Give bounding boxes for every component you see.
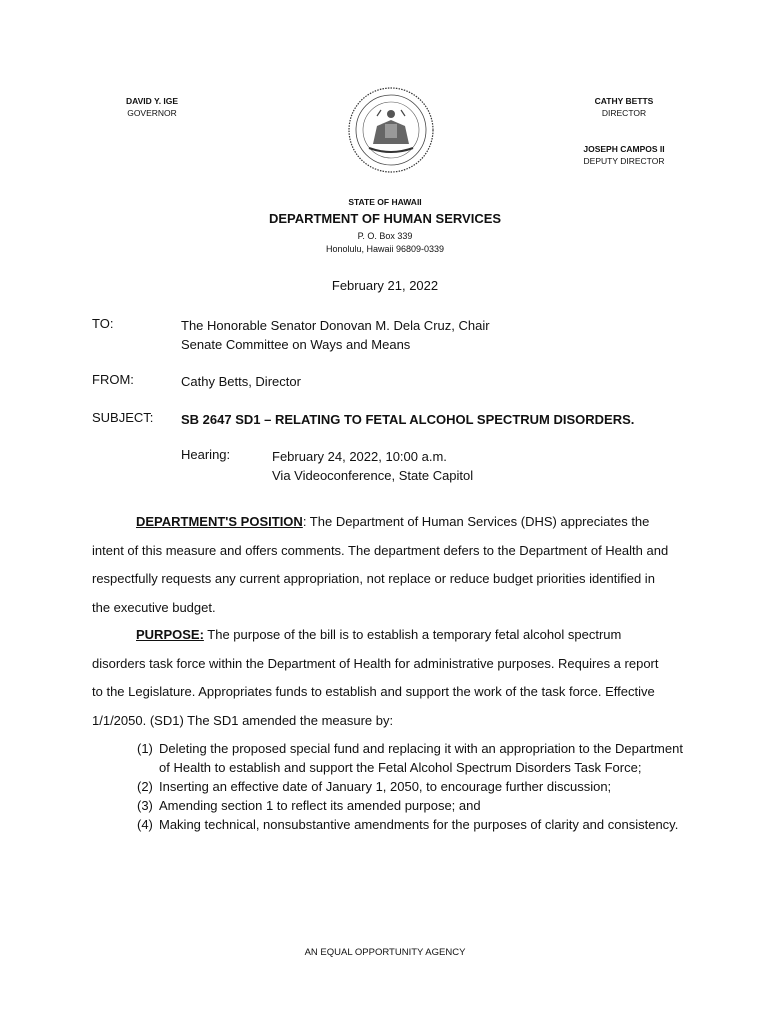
list-item [137, 777, 697, 796]
hearing-line-1: February 24, 2022, 10:00 a.m. [272, 449, 447, 464]
to-label: TO: [92, 316, 114, 331]
subject-value: SB 2647 SD1 – RELATING TO FETAL ALCOHOL SPECTRUM DISORDERS. [181, 412, 635, 427]
list-item-number: (3) [137, 798, 153, 813]
list-item [137, 739, 697, 777]
list-item-text: Deleting the proposed special fund and replacing it with an appropriation to the Department of Health to establish and support the Fetal Alcohol Spectrum Disorders Task Force; [159, 741, 683, 775]
department-name: DEPARTMENT OF HUMAN SERVICES [268, 211, 502, 226]
director-title: DIRECTOR [601, 108, 647, 118]
list-item [137, 815, 697, 834]
position-text: : The Department of Human Services (DHS) appreciates the intent of this measure and offers comments. The department defers to the Department of Health and respectfully requests any current appropriation, not replace or reduce budget priorities identified in the executive budget. [92, 514, 669, 615]
from-label: FROM: [92, 372, 134, 387]
state-seal-icon [347, 86, 435, 174]
footer-text: AN EQUAL OPPORTUNITY AGENCY [304, 947, 466, 958]
list-item-number: (4) [137, 817, 153, 832]
list-item-text: Making technical, nonsubstantive amendments for the purposes of clarity and consistency. [159, 817, 679, 832]
list-item-text: Amending section 1 to reflect its amended purpose; and [159, 798, 481, 813]
governor-name: DAVID Y. IGE [125, 96, 179, 106]
list-item [137, 796, 697, 815]
to-line-2: Senate Committee on Ways and Means [181, 337, 411, 352]
list-item-number: (2) [137, 779, 153, 794]
address-line-2: Honolulu, Hawaii 96809-0339 [325, 244, 445, 254]
list-item-text: Inserting an effective date of January 1, 2050, to encourage further discussion; [159, 779, 612, 794]
state-name: STATE OF HAWAII [348, 197, 422, 207]
address-line-1: P. O. Box 339 [357, 231, 413, 241]
governor-title: GOVERNOR [127, 108, 177, 118]
hearing-value [272, 447, 473, 485]
deputy-title: DEPUTY DIRECTOR [583, 156, 665, 166]
amendments-list [137, 739, 697, 834]
director-name: CATHY BETTS [594, 96, 654, 106]
deputy-name: JOSEPH CAMPOS II [583, 144, 665, 154]
subject-label: SUBJECT: [92, 410, 154, 425]
position-heading: DEPARTMENT'S POSITION [136, 514, 303, 529]
director-block [560, 95, 688, 167]
to-line-1: The Honorable Senator Donovan M. Dela Cruz, Chair [181, 318, 490, 333]
governor-block [100, 95, 204, 119]
hearing-line-2: Via Videoconference, State Capitol [272, 468, 474, 483]
memo-date: February 21, 2022 [331, 278, 439, 293]
purpose-heading: PURPOSE: [136, 627, 204, 642]
purpose-paragraph [92, 621, 672, 735]
purpose-text: The purpose of the bill is to establish a temporary fetal alcohol spectrum disorders task force within the Department of Health for administrative purposes. Requires a report to the Legislature. Appropriates funds to establish and support the work of the task force. Effective 1/1/2050. (SD1) The SD1 amended the measure by: [92, 627, 659, 728]
position-paragraph [92, 508, 672, 622]
hearing-label: Hearing: [181, 447, 231, 462]
to-value [181, 316, 490, 354]
from-value: Cathy Betts, Director [181, 374, 301, 389]
list-item-number: (1) [137, 741, 153, 756]
